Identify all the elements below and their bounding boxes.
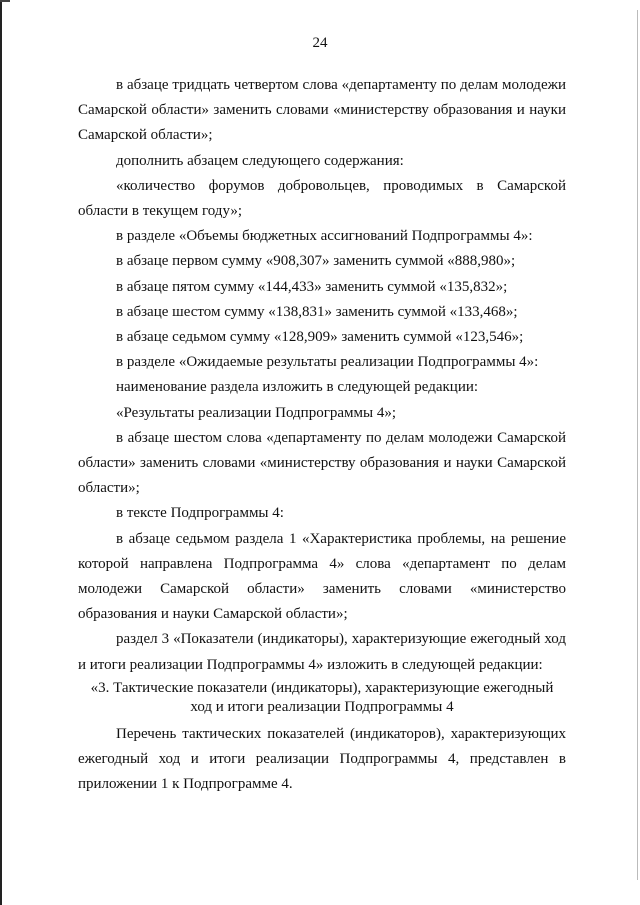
scan-edge-right (637, 10, 638, 880)
paragraph: в абзаце шестом сумму «138,831» заменить суммой «133,468»; (116, 303, 518, 320)
paragraph: «количество форумов добровольцев, проводимых в Самарской области в текущем году»; (78, 177, 566, 220)
paragraph: в тексте Подпрограммы 4: (116, 505, 284, 522)
section-heading: «3. Тактические показатели (индикаторы), характеризующие ежегодный ход и итоги реализации Подпрограммы 4 (90, 679, 554, 715)
paragraph: в абзаце шестом слова «департаменту по делам молодежи Самарской области» заменить словами «министерству образования и науки Самарской области»; (78, 429, 566, 497)
paragraph: раздел 3 «Показатели (индикаторы), характеризующие ежегодный ход и итоги реализации Подпрограммы 4» изложить в следующей редакции: (78, 631, 566, 673)
paragraph: дополнить абзацем следующего содержания: (116, 152, 404, 169)
scan-edge-top (0, 0, 10, 2)
paragraph: в разделе «Ожидаемые результаты реализации Подпрограммы 4»: (116, 354, 539, 371)
paragraph: Перечень тактических показателей (индикаторов), характеризующих ежегодный ход и итоги реализации Подпрограммы 4, представлен в приложении 1 к Подпрограмме 4. (78, 725, 566, 793)
paragraph: в абзаце первом сумму «908,307» заменить суммой «888,980»; (116, 253, 516, 270)
scan-edge-left (0, 0, 2, 905)
paragraph: в разделе «Объемы бюджетных ассигнований Подпрограммы 4»: (116, 228, 533, 245)
paragraph: в абзаце седьмом сумму «128,909» заменить суммой «123,546»; (116, 329, 524, 346)
paragraph: в абзаце тридцать четвертом слова «департаменту по делам молодежи Самарской области» заменить словами «министерству образования и науки Самарской области»; (78, 77, 566, 144)
page-number: 24 (312, 35, 328, 51)
paragraph: в абзаце пятом сумму «144,433» заменить суммой «135,832»; (116, 278, 508, 295)
paragraph: в абзаце седьмом раздела 1 «Характеристика проблемы, на решение которой направлена Подпрограмма 4» слова «департамент по делам молодежи Самарской области» заменить словами «министерство образования и науки Самарской области»; (78, 530, 566, 623)
paragraph: наименование раздела изложить в следующей редакции: (116, 379, 479, 396)
document-body (78, 73, 566, 797)
paragraph: «Результаты реализации Подпрограммы 4»; (116, 404, 396, 421)
